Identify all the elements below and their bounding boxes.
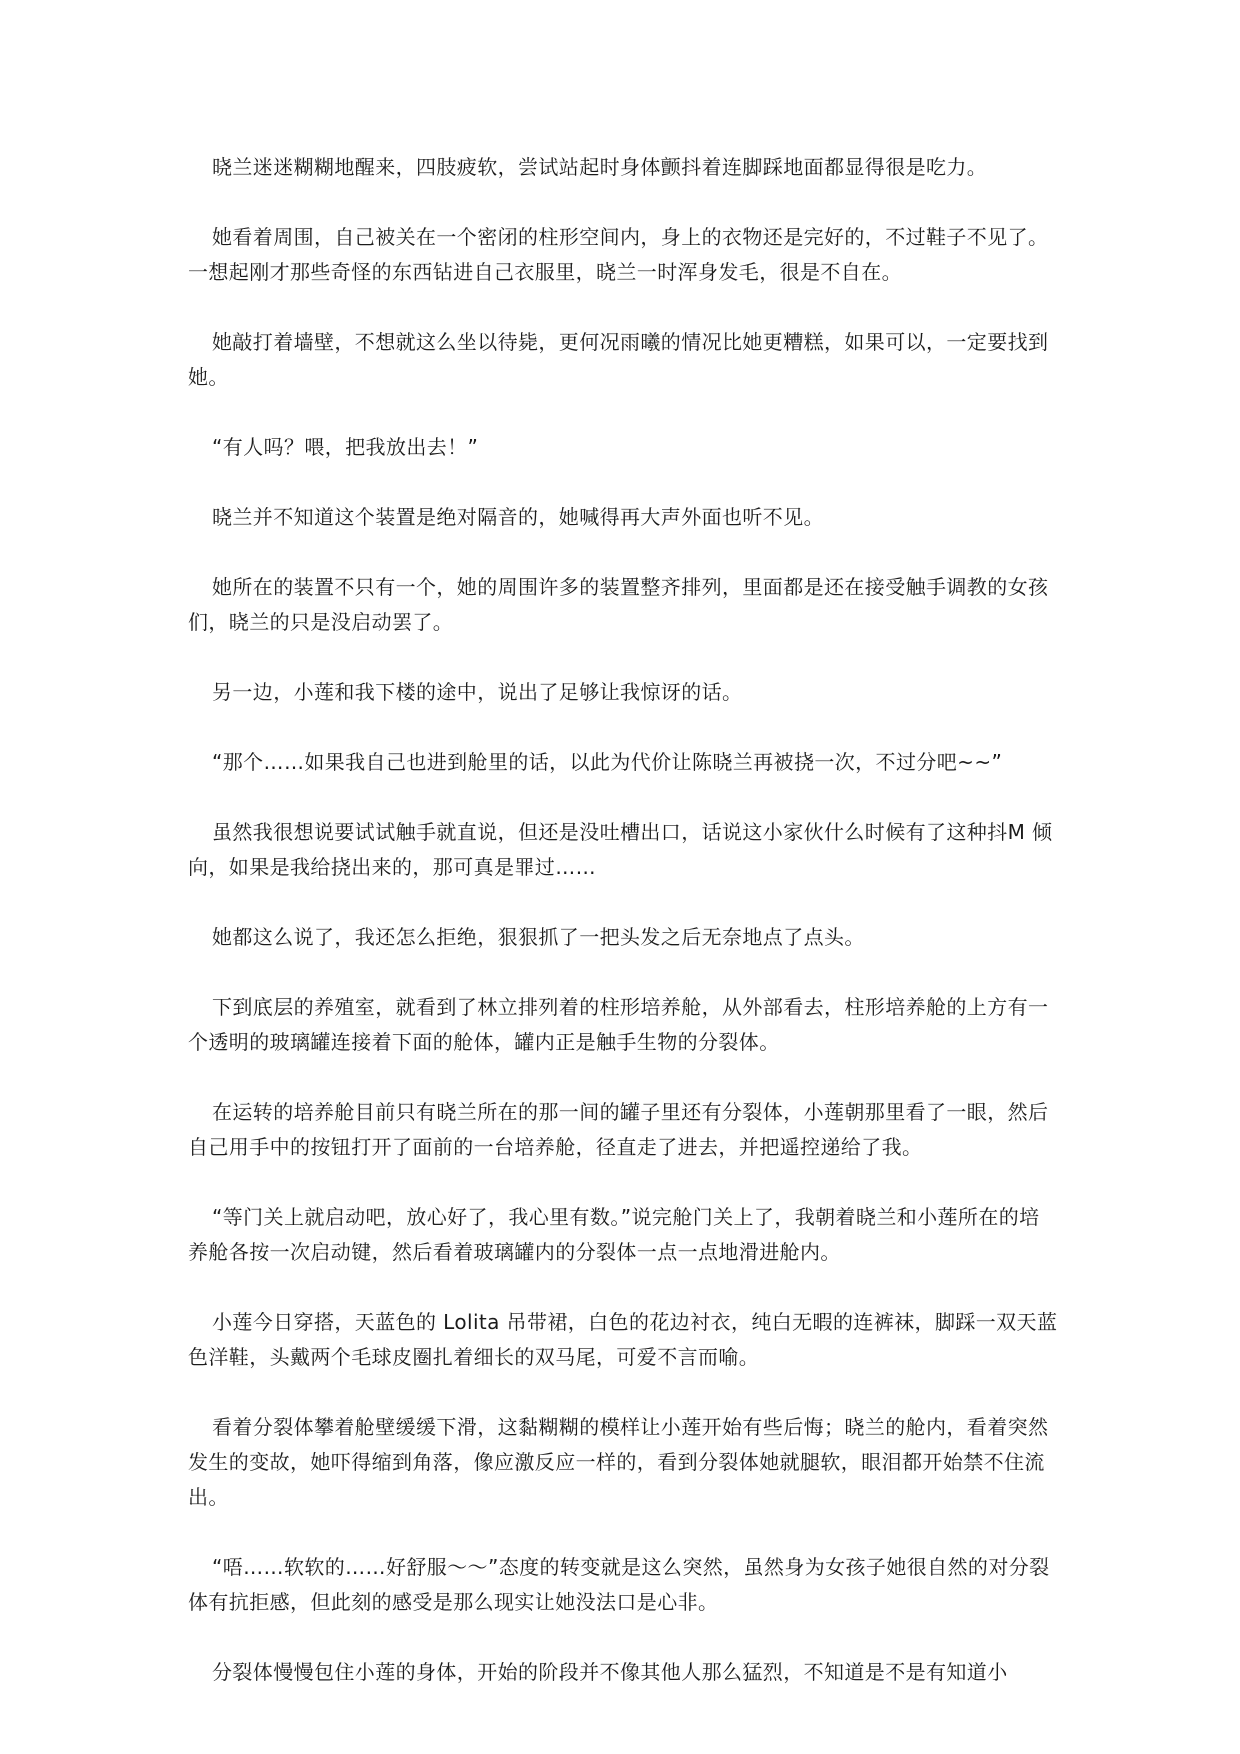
paragraph-9: 虽然我很想说要试试触手就直说，但还是没吐槽出口，话说这小家伙什么时候有了这种抖M 倾向，如果是我给挠出来的，那可真是罪过…… <box>188 820 1053 879</box>
paragraph-7: 另一边，小莲和我下楼的途中，说出了足够让我惊讶的话。 <box>212 680 743 704</box>
paragraph-8: “那个……如果我自己也进到舱里的话，以此为代价让陈晓兰再被挠一次，不过分吧~~” <box>212 750 1003 774</box>
paragraph-4: “有人吗？喂，把我放出去！” <box>212 435 479 459</box>
paragraph-14: 小莲今日穿搭，天蓝色的 Lolita 吊带裙，白色的花边衬衣，纯白无暇的连裤袜，脚踩一双天蓝色洋鞋，头戴两个毛球皮圈扎着细长的双马尾，可爱不言而喻。 <box>188 1310 1058 1369</box>
paragraph-16: “唔……软软的……好舒服～～”态度的转变就是这么突然，虽然身为女孩子她很自然的对分裂体有抗拒感，但此刻的感受是那么现实让她没法口是心非。 <box>188 1555 1050 1614</box>
paragraph-15: 看着分裂体攀着舱壁缓缓下滑，这黏糊糊的模样让小莲开始有些后悔；晓兰的舱内，看着突然发生的变故，她吓得缩到角落，像应激反应一样的，看到分裂体她就腿软，眼泪都开始禁不住流出。 <box>188 1415 1049 1509</box>
paragraph-6: 她所在的装置不只有一个，她的周围许多的装置整齐排列，里面都是还在接受触手调教的女孩们，晓兰的只是没启动罢了。 <box>188 575 1049 634</box>
paragraph-12: 在运转的培养舱目前只有晓兰所在的那一间的罐子里还有分裂体，小莲朝那里看了一眼，然后自己用手中的按钮打开了面前的一台培养舱，径直走了进去，并把遥控递给了我。 <box>188 1100 1049 1159</box>
paragraph-17: 分裂体慢慢包住小莲的身体，开始的阶段并不像其他人那么猛烈，不知道是不是有知道小 <box>212 1660 1008 1684</box>
paragraph-5: 晓兰并不知道这个装置是绝对隔音的，她喊得再大声外面也听不见。 <box>212 505 824 529</box>
paragraph-11: 下到底层的养殖室，就看到了林立排列着的柱形培养舱，从外部看去，柱形培养舱的上方有一个透明的玻璃罐连接着下面的舱体，罐内正是触手生物的分裂体。 <box>188 995 1049 1054</box>
paragraph-3: 她敲打着墙壁，不想就这么坐以待毙，更何况雨曦的情况比她更糟糕，如果可以，一定要找到她。 <box>188 330 1049 389</box>
paragraph-1: 晓兰迷迷糊糊地醒来，四肢疲软，尝试站起时身体颤抖着连脚踩地面都显得很是吃力。 <box>212 155 988 179</box>
paragraph-13: “等门关上就启动吧，放心好了，我心里有数。”说完舱门关上了，我朝着晓兰和小莲所在的培养舱各按一次启动键，然后看着玻璃罐内的分裂体一点一点地滑进舱内。 <box>188 1205 1040 1264</box>
paragraph-2: 她看着周围，自己被关在一个密闭的柱形空间内，身上的衣物还是完好的，不过鞋子不见了。一想起刚才那些奇怪的东西钻进自己衣服里，晓兰一时浑身发毛，很是不自在。 <box>188 225 1049 284</box>
paragraph-10: 她都这么说了，我还怎么拒绝，狠狠抓了一把头发之后无奈地点了点头。 <box>212 925 865 949</box>
document-body <box>188 150 1058 1725</box>
